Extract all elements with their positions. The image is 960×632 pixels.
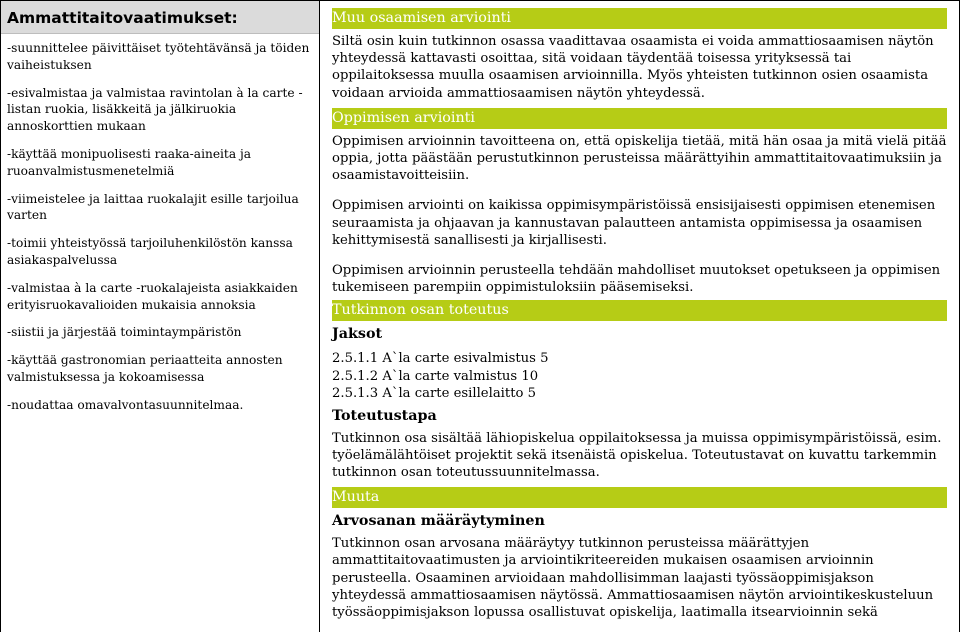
section-heading-toteutus: Tutkinnon osan toteutus [332,300,947,321]
requirement-item: -esivalmistaa ja valmistaa ravintolan à la carte - listan ruokia, lisäkkeitä ja jälkiruokia annoskorttien mukaan [7,85,303,134]
right-column [320,0,960,632]
toteutustapa-text: Tutkinnon osa sisältää lähiopiskelua oppilaitoksessa ja muissa oppimisympäristöissä, esim. työelämälähtöiset projektit sekä itsenäistä opiskelua. Toteutustavat on kuvattu tarkemmin tutkinnon osan toteutussuunnitelmassa. [332,430,942,481]
arvosana-text: Tutkinnon osan arvosana määräytyy tutkinnon perusteissa määrättyjen ammattitaitovaatimusten ja arviointikriteereiden mukaisen osaamisen arvioinnin perusteella. Osaaminen arvioidaan mahdollisimman laajasti työssäoppimisjakson yhteydessä ammattiosaamisen näytössä. Ammattiosaamisen näytön arviointikeskusteluun työssäoppimisjakson lopussa osallistuvat opiskelija, laatimalla itsearvioinnin sekä [332,536,934,621]
jakso-item: 2.5.1.2 A`la carte valmistus 10 [332,368,539,384]
requirement-item: -käyttää monipuolisesti raaka-aineita ja ruoanvalmistusmenetelmiä [7,146,252,178]
jakso-item: 2.5.1.3 A`la carte esillelaitto 5 [332,386,537,402]
subheading-arvosana: Arvosanan määräytyminen [332,513,545,530]
muu-arviointi-text: Siltä osin kuin tutkinnon osassa vaadittavaa osaamista ei voida ammattiosaamisen näytön yhteydessä kattavasti osoittaa, sitä voidaan täydentää toisessa yrityksessä tai oppilaitoksessa muulla osaamisen arvioinnilla. Myös yhteisten tutkinnon osien osaamista voidaan arvioida ammattiosaamisen näytön yhteydessä. [332,34,934,101]
section-heading-oppimisen-arviointi: Oppimisen arviointi [332,108,947,129]
section-heading-muuta: Muuta [332,487,947,508]
oppimisen-arviointi-paragraph-3: Oppimisen arvioinnin perusteella tehdään mahdolliset muutokset opetukseen ja oppimisen tukemiseen parempiin oppimistuloksiin pääsemiseksi. [332,263,941,296]
requirement-item: -siistii ja järjestää toimintaympäristön [7,325,242,340]
subheading-jaksot: Jaksot [332,326,383,343]
jakso-item: 2.5.1.1 A`la carte esivalmistus 5 [332,351,549,367]
requirement-item: -valmistaa à la carte -ruokalajeista asiakkaiden erityisruokavalioiden mukaisia annoksia [7,280,298,312]
left-column [0,0,320,632]
subheading-toteutustapa: Toteutustapa [332,407,437,424]
jaksot-list [332,350,947,402]
requirement-item: -käyttää gastronomian periaatteita annosten valmistuksessa ja kokoamisessa [7,353,283,384]
oppimisen-arviointi-paragraph-1: Oppimisen arvioinnin tavoitteena on, että opiskelija tietää, mitä hän osaa ja mitä vielä pitää oppia, jotta päästään perustutkinnon perusteissa määrättyihin ammattitaitovaatimuksiin ja osaamistavoitteisiin. [332,133,947,184]
requirements-title: Ammattitaitovaatimukset: [1,1,319,34]
requirement-item: -suunnittelee päivittäiset työtehtävänsä ja töiden vaiheistuksen [7,41,310,72]
requirements-list [1,34,319,414]
requirement-item: -viimeistelee ja laittaa ruokalajit esille tarjoilua varten [7,191,299,223]
section-heading-muu-osaamisen-arviointi: Muu osaamisen arviointi [332,8,947,29]
requirement-item: -toimii yhteistyössä tarjoiluhenkilöstön kanssa asiakaspalvelussa [7,236,293,267]
requirement-item: -noudattaa omavalvontasuunnitelmaa. [7,397,244,412]
oppimisen-arviointi-paragraph-2: Oppimisen arviointi on kaikissa oppimisympäristöissä ensisijaisesti oppimisen etenemisen seuraamista ja ohjaavan ja kannustavan palautteen antamista oppimisessa ja osaamisen kehittymisestä sanallisesti ja kirjallisesti. [332,198,936,248]
